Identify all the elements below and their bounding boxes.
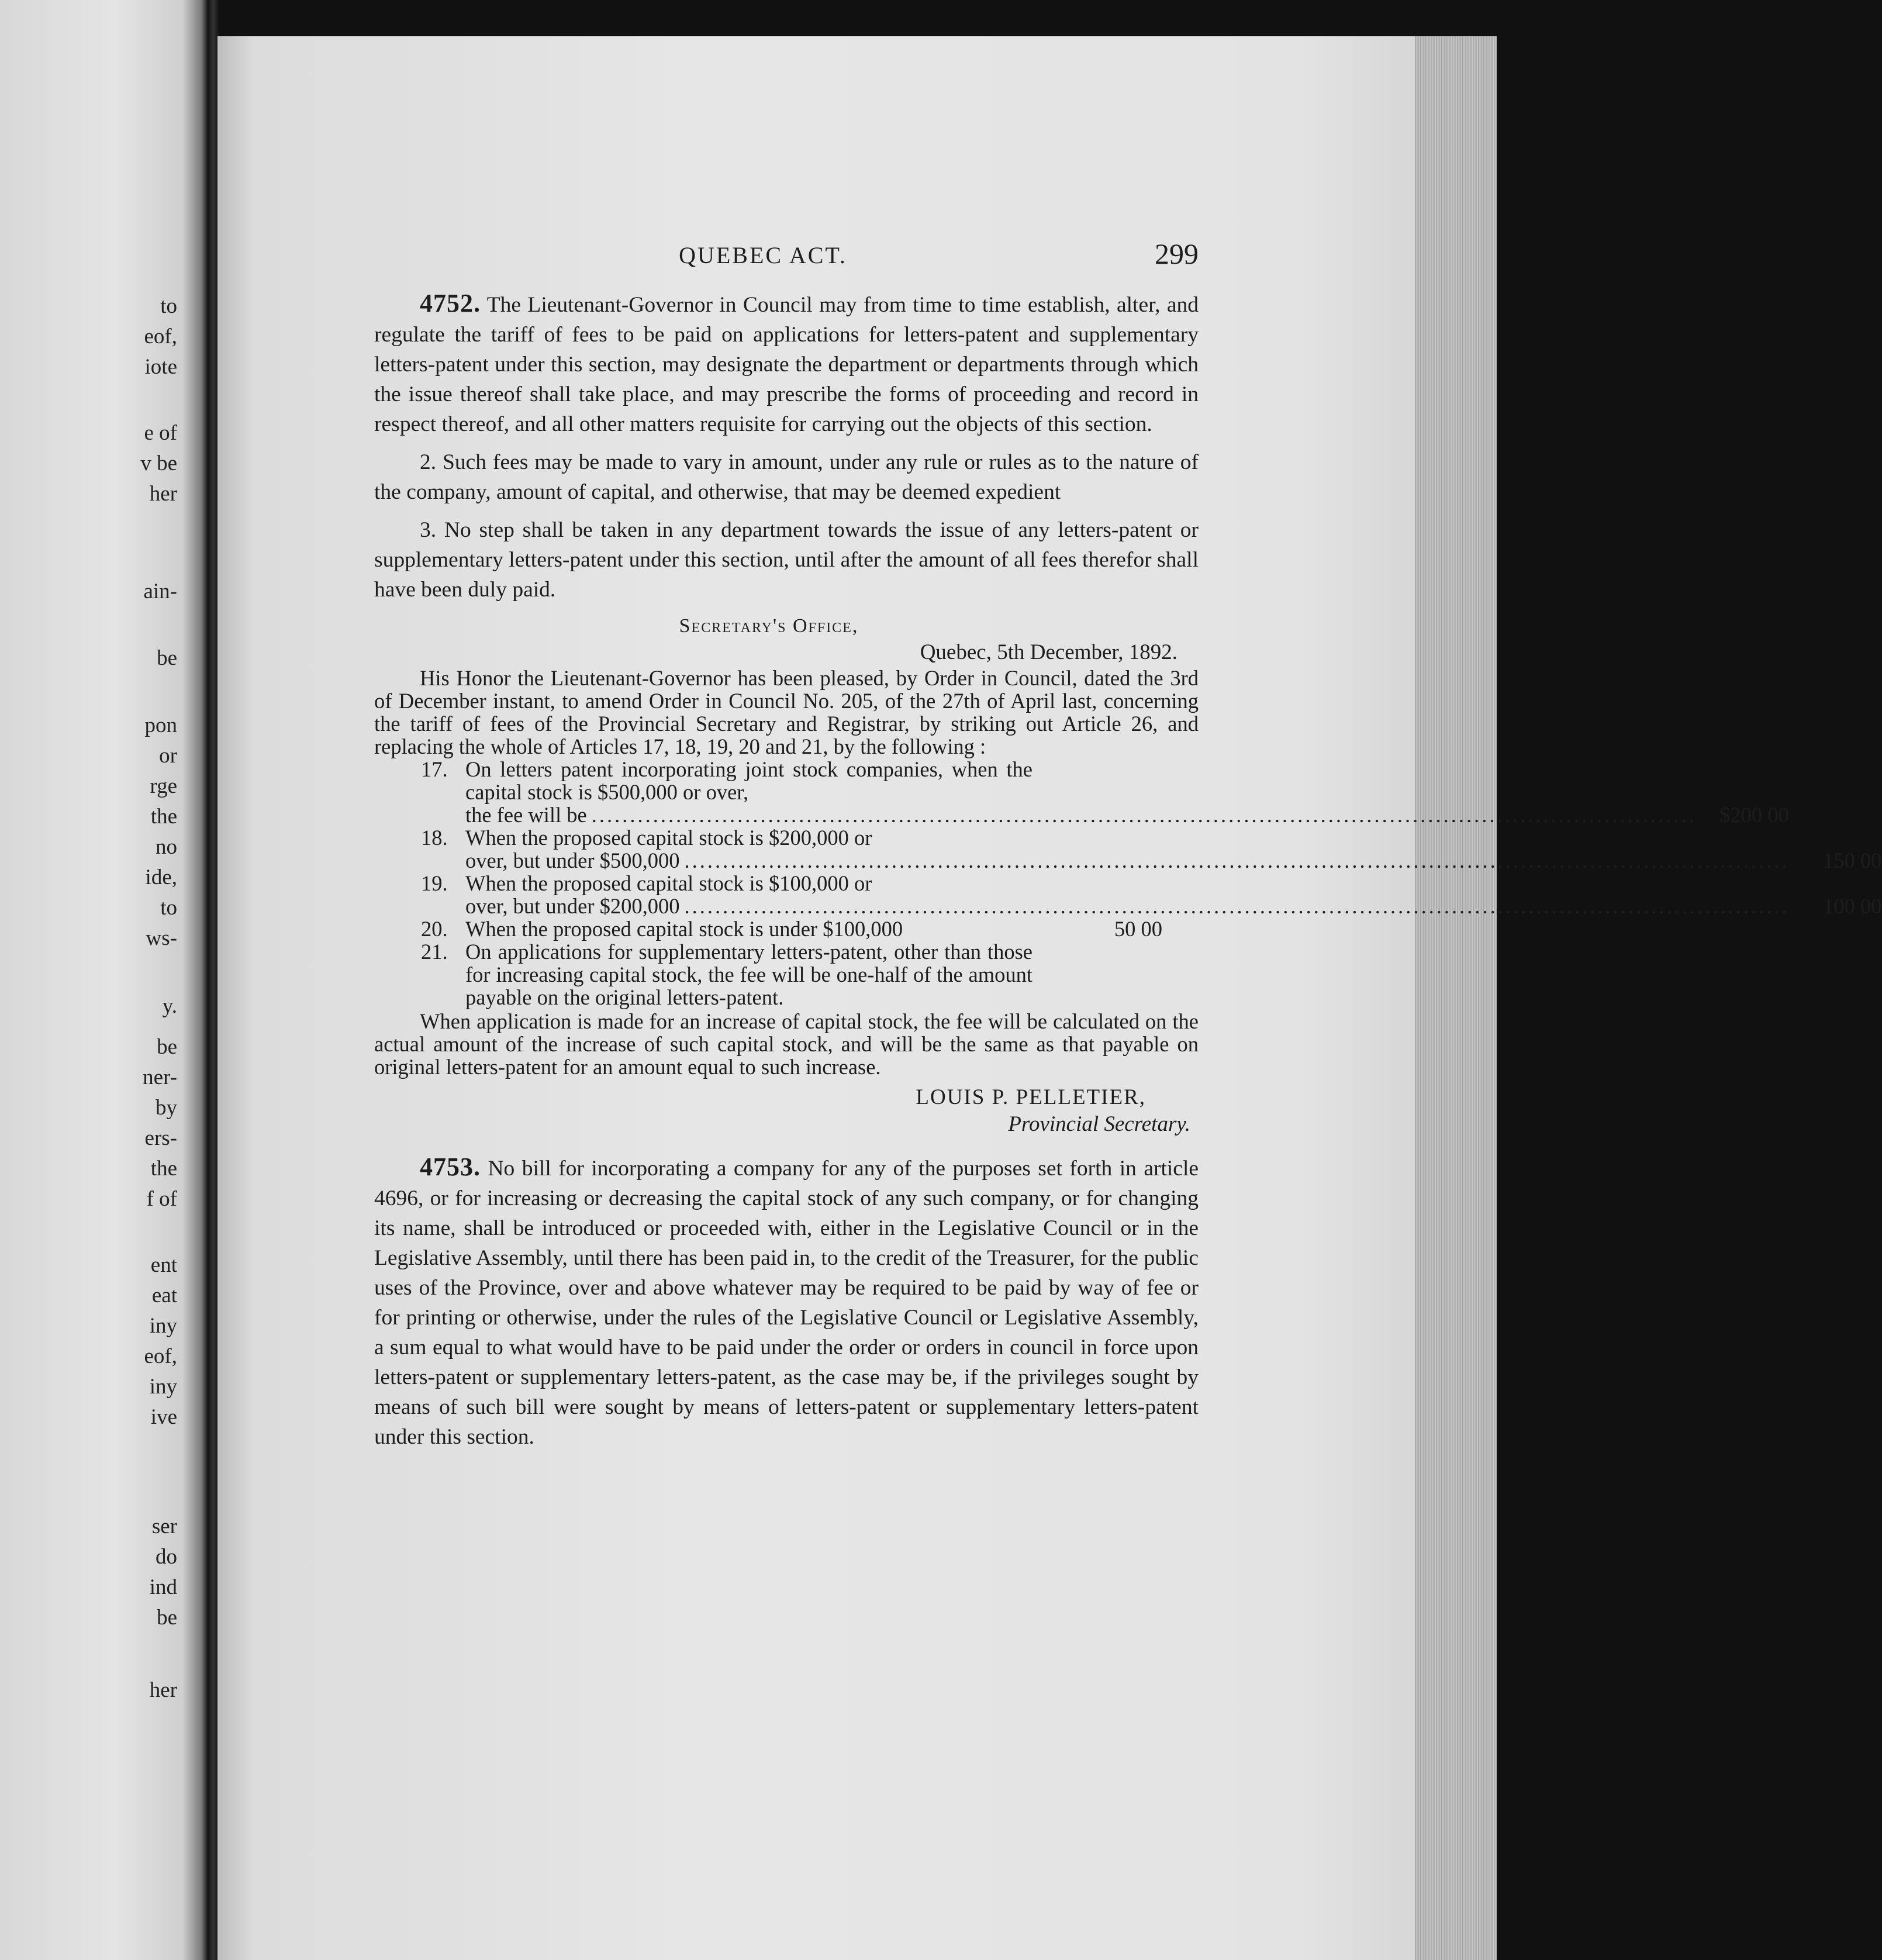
article-4752 — [374, 288, 1199, 439]
tariff-item — [374, 940, 1199, 1009]
office-heading: Secretary's Office, — [679, 615, 859, 637]
page-number: 299 — [1155, 237, 1199, 270]
left-page-fragment: e of — [144, 421, 177, 445]
article-4752-para-2: 2. Such fees may be made to vary in amount, under any rule or rules as to the nature of the company, amount of capital, and otherwise, that may be deemed expedient — [374, 450, 1199, 504]
article-number: 4753. — [420, 1152, 481, 1181]
left-page-fragment: f of — [146, 1187, 177, 1211]
tariff-item — [374, 871, 1882, 918]
left-page-fragment: be — [157, 1606, 177, 1630]
tariff-item-number: 17. — [421, 757, 448, 781]
left-page-fragment: y. — [162, 994, 177, 1018]
article-text: No bill for incorporating a company for any of the purposes set forth in article 4696, or for increasing or decreasing the capital stock of any such company, or for changing its name, shall be introduced or proceeded with, either in the Legislative Council or in the Legislative Assembly, until there has been paid in, to the credit of the Treasurer, for the public uses of the Province, over and above whatever may be required to be paid by way of fee or for printing or otherwise, under the rules of the Legislative Council or Legislative Assembly, a sum equal to what would have to be paid under the order or orders in council in force upon letters-patent or supplementary letters-patent, as the case may be, if the privileges sought by means of such bill were sought by means of letters-patent or supplementary letters-patent under this section. — [374, 1157, 1199, 1449]
running-head — [374, 237, 1199, 278]
page-content — [374, 237, 1882, 1452]
tariff-item-number: 19. — [421, 871, 448, 895]
article-4753 — [374, 1152, 1199, 1452]
left-page-fragment: iote — [144, 355, 177, 379]
left-page-fragment: eof, — [144, 325, 177, 348]
left-page-fragment: or — [159, 744, 177, 768]
office-date: Quebec, 5th December, 1892. — [920, 640, 1177, 664]
page-edges — [1415, 36, 1497, 1960]
left-page-fragment: ers- — [144, 1126, 177, 1150]
tariff-item — [374, 826, 1882, 872]
tariff-fee: $200 00 — [1719, 803, 1789, 827]
signatory-name: LOUIS P. PELLETIER, — [916, 1085, 1146, 1109]
tariff-item-text: over, but under $500,000 — [465, 848, 680, 872]
left-page-fragment: iny — [149, 1314, 177, 1338]
article-text: The Lieutenant-Governor in Council may from time to time establish, alter, and regulate the tariff of fees to be paid on applications for letters-patent and supplementary letters-patent under this section, may designate the department or departments through which the issue thereof shall take place, and may prescribe the forms of proceeding and record in respect thereof, and all other matters requisite for carrying out the objects of this section. — [374, 293, 1199, 436]
left-page-fragment: ive — [150, 1405, 177, 1429]
left-page-fragment: ent — [150, 1253, 177, 1277]
tariff-item-text: the fee will be — [465, 803, 587, 827]
tariff-item-number: 20. — [421, 917, 448, 941]
leader-dots — [592, 803, 1697, 826]
signatory-title: Provincial Secretary. — [1008, 1112, 1190, 1136]
left-page-fragment: do — [156, 1545, 177, 1569]
running-head-title: QUEBEC ACT. — [679, 242, 847, 268]
left-page-fragment: ner- — [143, 1065, 177, 1089]
closing-note: When application is made for an increase of capital stock, the fee will be calculated on the actual amount of the increase of such capital stock, and will be the same as that payable on original letters-patent for an amount equal to such increase. — [374, 1009, 1199, 1079]
tariff-item-lead: When the proposed capital stock is $200,000 or — [465, 826, 872, 850]
left-page-fragment: ws- — [146, 926, 177, 950]
tariff-fee: 100 00 — [1823, 894, 1882, 918]
tariff-fee: 150 00 — [1823, 848, 1882, 872]
tariff-item-text: On applications for supplementary letters-patent, other than those for increasing capital stock, the fee will be one-half of the amount payable on the original letters-patent. — [465, 940, 1032, 1009]
left-page-fragment: eat — [151, 1283, 177, 1307]
tariff-item-number: 21. — [421, 940, 448, 964]
left-page-fragment: be — [157, 646, 177, 670]
order-in-council-text: His Honor the Lieutenant-Governor has been pleased, by Order in Council, dated the 3rd of December instant, to amend Order in Council No. 205, of the 27th of April last, concerning the tariff of fees of the Provincial Secretary and Registrar, by striking out Article 26, and replacing the whole of Articles 17, 18, 19, 20 and 21, by the following : — [374, 666, 1199, 758]
tariff-item-lead: When the proposed capital stock is $100,000 or — [465, 871, 872, 895]
left-page-fragment: the — [150, 1157, 177, 1181]
left-page-fragment: no — [156, 835, 177, 859]
left-page-fragment: to — [160, 294, 177, 318]
left-page-fragment: by — [156, 1096, 177, 1120]
tariff-item — [374, 757, 1789, 827]
tariff-item — [374, 917, 1199, 940]
left-page-fragment: the — [150, 805, 177, 829]
leader-dots — [685, 895, 1790, 917]
tariff-fee: 50 00 — [1114, 917, 1162, 941]
left-page-fragment: ide, — [145, 865, 177, 889]
left-page-fragment: pon — [144, 713, 177, 737]
leader-dots — [685, 849, 1790, 872]
left-page-fragment: ser — [151, 1514, 177, 1538]
left-page-fragment: to — [160, 896, 177, 920]
left-page-fragment: her — [149, 482, 177, 506]
left-page-edge — [0, 0, 208, 1960]
tariff-item-number: 18. — [421, 826, 448, 850]
tariff-item-text: When the proposed capital stock is under $100,000 — [465, 917, 903, 941]
tariff-item-lead: On letters patent incorporating joint stock companies, when the capital stock is $500,000 or over, — [465, 757, 1032, 804]
article-number: 4752. — [420, 289, 481, 318]
left-page-fragment: ind — [149, 1575, 177, 1599]
left-page-fragment: her — [149, 1678, 177, 1702]
tariff-item-text: over, but under $200,000 — [465, 894, 680, 918]
left-page-fragment: rge — [150, 774, 177, 798]
article-4752-para-3: 3. No step shall be taken in any department towards the issue of any letters-patent or supplementary letters-patent under this section, until after the amount of all fees therefor shall have been duly paid. — [374, 518, 1199, 602]
left-page-fragment: iny — [149, 1375, 177, 1399]
left-page-fragment: eof, — [144, 1344, 177, 1368]
left-page-fragment: v be — [140, 451, 177, 475]
left-page-fragment: ain- — [143, 579, 177, 603]
left-page-fragment: be — [157, 1035, 177, 1059]
